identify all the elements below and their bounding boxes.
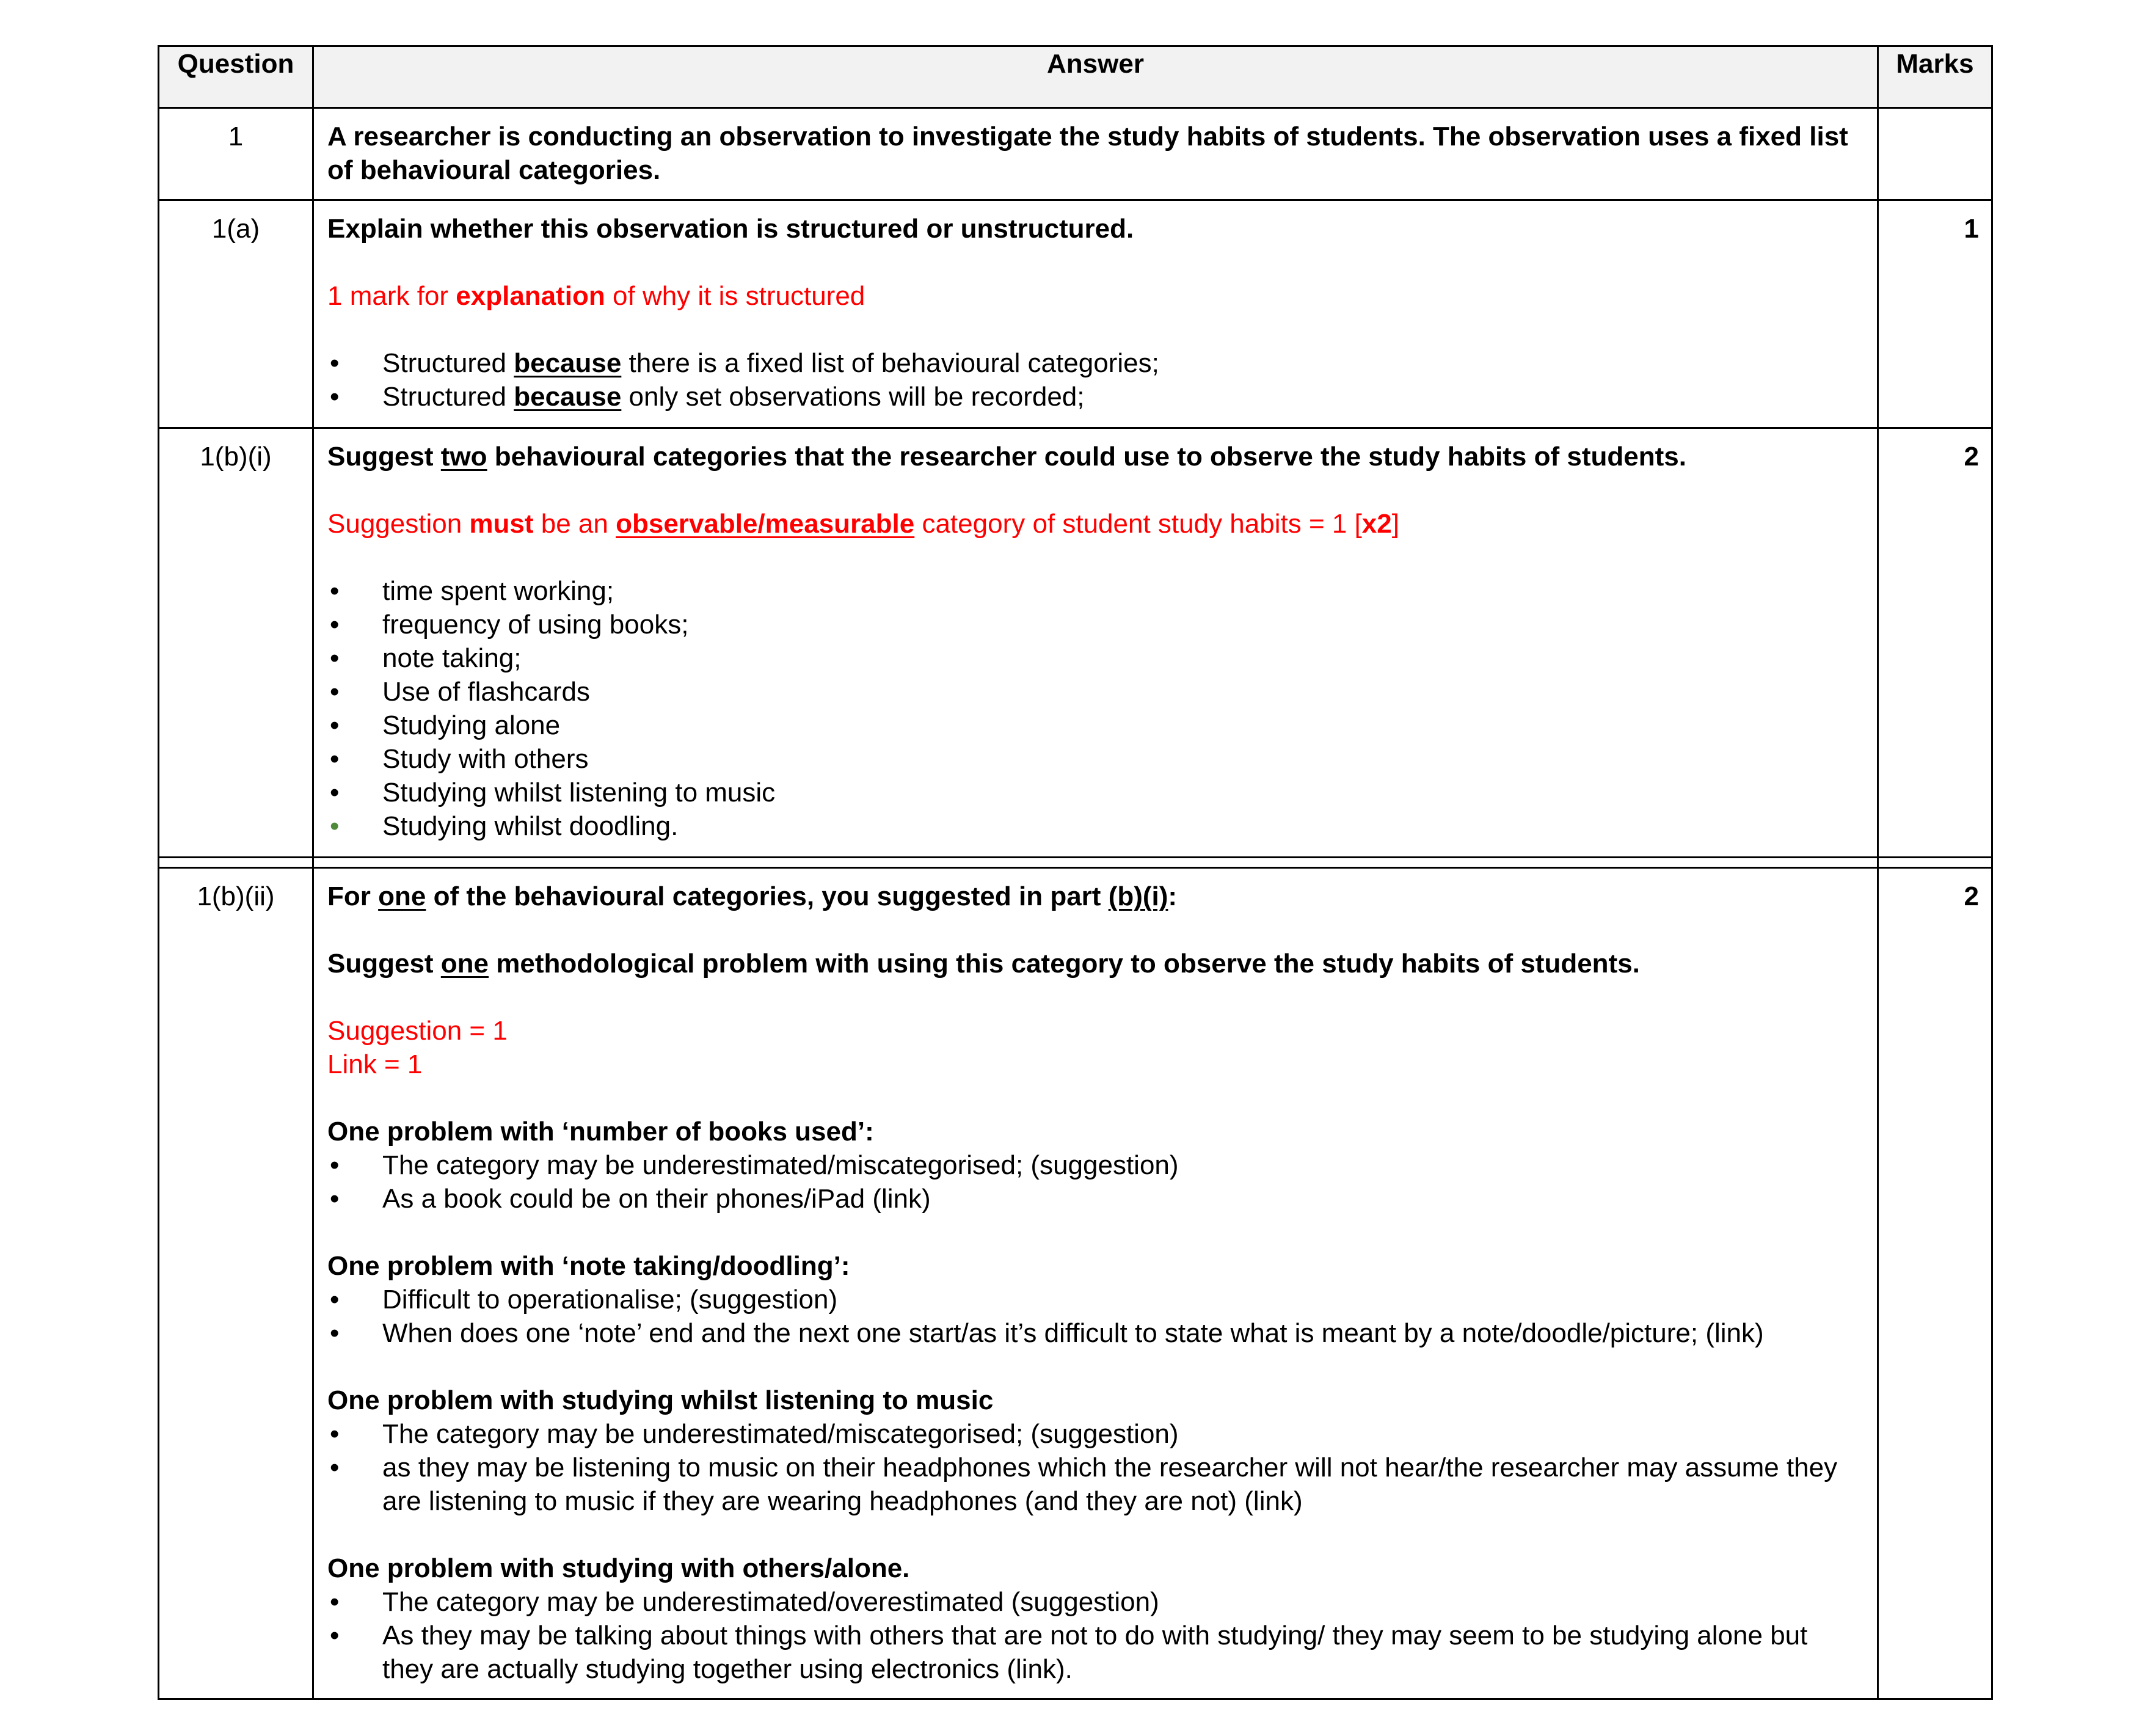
list-item: • Studying whilst listening to music (330, 778, 776, 808)
row-q1bii (159, 868, 1992, 1699)
list-item: • time spent working; (330, 576, 614, 606)
question-text: For one of the behavioural categories, you suggested in part (b)(i): (327, 881, 1178, 911)
list-item: • Studying whilst doodling. (330, 811, 679, 841)
header-marks: Marks (1878, 46, 1992, 108)
marking-guidance: Suggestion must be an observable/measurable category of student study habits = 1 [x2] (327, 509, 1399, 539)
answer-list (327, 1585, 1863, 1686)
question-text: Explain whether this observation is structured or unstructured. (327, 214, 1134, 244)
marks-value: 1 (1878, 200, 1992, 428)
answer-list (327, 574, 1863, 843)
question-stem: A researcher is conducting an observation to investigate the study habits of students. The observation uses a fixed list of behavioural categories. (313, 108, 1878, 200)
group-heading: One problem with studying whilst listening to music (327, 1385, 994, 1415)
row-q1bi (159, 428, 1992, 858)
answer-list (327, 346, 1863, 414)
list-item: • Study with others (330, 744, 589, 774)
marks-value: 2 (1878, 428, 1992, 858)
answer-list (327, 1283, 1863, 1350)
group-heading: One problem with studying with others/alone. (327, 1553, 910, 1583)
answer-list (327, 1148, 1863, 1216)
group-heading: One problem with ‘number of books used’: (327, 1117, 874, 1147)
header-question: Question (159, 46, 313, 108)
marking-guidance: Link = 1 (327, 1049, 423, 1079)
question-number: 1(a) (159, 200, 313, 428)
list-item: • The category may be underestimated/overestimated (suggestion) (330, 1587, 1159, 1617)
marking-guidance: 1 mark for explanation of why it is structured (327, 281, 865, 311)
row-q1a (159, 200, 1992, 428)
list-item: • As a book could be on their phones/iPad (link) (330, 1184, 931, 1214)
question-text: Suggest one methodological problem with using this category to observe the study habits of students. (327, 949, 1640, 979)
marks-cell (1878, 108, 1992, 200)
question-number: 1(b)(i) (159, 428, 313, 858)
list-item: • The category may be underestimated/miscategorised; (suggestion) (330, 1150, 1179, 1180)
list-item: • As they may be talking about things with others that are not to do with studying/ they may seem to be studying alone but they are actually studying together using electronics (link). (330, 1621, 1808, 1684)
list-item: • Difficult to operationalise; (suggestion) (330, 1285, 838, 1315)
list-item: • note taking; (330, 643, 522, 673)
list-item: • Studying alone (330, 710, 561, 740)
header-answer: Answer (313, 46, 1878, 108)
list-item: • as they may be listening to music on their headphones which the researcher will not hear/the researcher may assume they are listening to music if they are wearing headphones (and they are not) (link) (330, 1453, 1838, 1516)
list-item: • frequency of using books; (330, 610, 689, 640)
list-item: • Structured because only set observations will be recorded; (330, 382, 1085, 412)
question-number: 1 (159, 108, 313, 200)
mark-scheme-table (158, 45, 1993, 1700)
question-number: 1(b)(ii) (159, 868, 313, 1699)
answer-cell (313, 200, 1878, 428)
answer-list (327, 1417, 1863, 1518)
marks-value: 2 (1878, 868, 1992, 1699)
list-item: • When does one ‘note’ end and the next one start/as it’s difficult to state what is meant by a note/doodle/picture; (link) (330, 1318, 1764, 1348)
row-q1 (159, 108, 1992, 200)
list-item: • The category may be underestimated/miscategorised; (suggestion) (330, 1419, 1179, 1449)
marking-guidance: Suggestion = 1 (327, 1016, 508, 1046)
header-row (159, 46, 1992, 108)
list-item: • Structured because there is a fixed list of behavioural categories; (330, 348, 1159, 378)
mark-scheme-page (158, 45, 1991, 1700)
answer-cell (313, 868, 1878, 1699)
spacer-row (159, 858, 1992, 868)
group-heading: One problem with ‘note taking/doodling’: (327, 1251, 850, 1281)
question-text: Suggest two behavioural categories that the researcher could use to observe the study habits of students. (327, 442, 1686, 472)
answer-cell (313, 428, 1878, 858)
list-item: • Use of flashcards (330, 677, 590, 707)
